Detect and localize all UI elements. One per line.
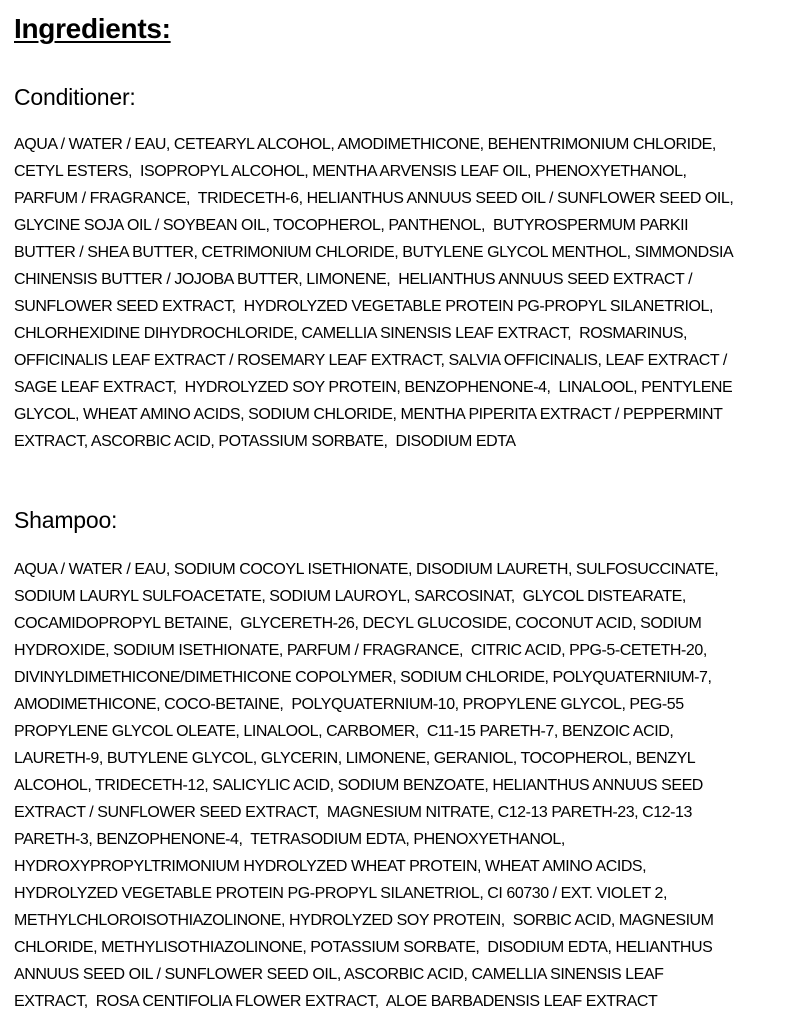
ingredient-line: PARETH-3, BENZOPHENONE-4, TETRASODIUM EDTA, PHENOXYETHANOL, bbox=[14, 830, 565, 848]
shampoo-ingredient-list bbox=[14, 556, 783, 1015]
ingredient-line: HYDROLYZED VEGETABLE PROTEIN PG-PROPYL SILANETRIOL, CI 60730 / EXT. VIOLET 2, bbox=[14, 884, 667, 902]
ingredient-line: ALCOHOL, TRIDECETH-12, SALICYLIC ACID, SODIUM BENZOATE, HELIANTHUS ANNUUS SEED bbox=[14, 776, 703, 794]
ingredient-line: GLYCOL, WHEAT AMINO ACIDS, SODIUM CHLORIDE, MENTHA PIPERITA EXTRACT / PEPPERMINT bbox=[14, 406, 723, 424]
ingredient-line: METHYLCHLOROISOTHIAZOLINONE, HYDROLYZED SOY PROTEIN, SORBIC ACID, MAGNESIUM bbox=[14, 911, 714, 929]
ingredient-line: CHLORIDE, METHYLISOTHIAZOLINONE, POTASSIUM SORBATE, DISODIUM EDTA, HELIANTHUS bbox=[14, 938, 713, 956]
ingredient-line: SUNFLOWER SEED EXTRACT, HYDROLYZED VEGETABLE PROTEIN PG-PROPYL SILANETRIOL, bbox=[14, 298, 713, 316]
section-conditioner bbox=[14, 84, 783, 456]
ingredient-line: AQUA / WATER / EAU, SODIUM COCOYL ISETHIONATE, DISODIUM LAURETH, SULFOSUCCINATE, bbox=[14, 560, 719, 578]
ingredient-line: HYDROXIDE, SODIUM ISETHIONATE, PARFUM / FRAGRANCE, CITRIC ACID, PPG-5-CETETH-20, bbox=[14, 641, 707, 659]
ingredient-line: EXTRACT / SUNFLOWER SEED EXTRACT, MAGNESIUM NITRATE, C12-13 PARETH-23, C12-13 bbox=[14, 803, 692, 821]
ingredient-line: PARFUM / FRAGRANCE, TRIDECETH-6, HELIANTHUS ANNUUS SEED OIL / SUNFLOWER SEED OIL, bbox=[14, 190, 734, 208]
ingredient-line: EXTRACT, ROSA CENTIFOLIA FLOWER EXTRACT, ALOE BARBADENSIS LEAF EXTRACT bbox=[14, 992, 658, 1010]
ingredient-line: DIVINYLDIMETHICONE/DIMETHICONE COPOLYMER, SODIUM CHLORIDE, POLYQUATERNIUM-7, bbox=[14, 668, 712, 686]
ingredient-line: COCAMIDOPROPYL BETAINE, GLYCERETH-26, DECYL GLUCOSIDE, COCONUT ACID, SODIUM bbox=[14, 614, 702, 632]
ingredient-line: CETYL ESTERS, ISOPROPYL ALCOHOL, MENTHA ARVENSIS LEAF OIL, PHENOXYETHANOL, bbox=[14, 163, 687, 181]
shampoo-heading: Shampoo: bbox=[14, 507, 118, 534]
ingredient-line: CHLORHEXIDINE DIHYDROCHLORIDE, CAMELLIA SINENSIS LEAF EXTRACT, ROSMARINUS, bbox=[14, 325, 688, 343]
conditioner-ingredient-list bbox=[14, 131, 783, 455]
ingredient-line: GLYCINE SOJA OIL / SOYBEAN OIL, TOCOPHEROL, PANTHENOL, BUTYROSPERMUM PARKII bbox=[14, 217, 689, 235]
ingredient-line: SAGE LEAF EXTRACT, HYDROLYZED SOY PROTEIN, BENZOPHENONE-4, LINALOOL, PENTYLENE bbox=[14, 379, 733, 397]
page-title: Ingredients: bbox=[14, 13, 171, 44]
ingredient-line: AQUA / WATER / EAU, CETEARYL ALCOHOL, AMODIMETHICONE, BEHENTRIMONIUM CHLORIDE, bbox=[14, 136, 716, 154]
conditioner-heading: Conditioner: bbox=[14, 83, 136, 110]
ingredient-line: HYDROXYPROPYLTRIMONIUM HYDROLYZED WHEAT PROTEIN, WHEAT AMINO ACIDS, bbox=[14, 857, 647, 875]
section-shampoo bbox=[14, 507, 783, 1015]
ingredient-line: PROPYLENE GLYCOL OLEATE, LINALOOL, CARBOMER, C11-15 PARETH-7, BENZOIC ACID, bbox=[14, 722, 674, 740]
ingredient-line: CHINENSIS BUTTER / JOJOBA BUTTER, LIMONENE, HELIANTHUS ANNUUS SEED EXTRACT / bbox=[14, 271, 693, 289]
ingredient-line: BUTTER / SHEA BUTTER, CETRIMONIUM CHLORIDE, BUTYLENE GLYCOL MENTHOL, SIMMONDSIA bbox=[14, 244, 734, 262]
ingredient-line: LAURETH-9, BUTYLENE GLYCOL, GLYCERIN, LIMONENE, GERANIOL, TOCOPHEROL, BENZYL bbox=[14, 749, 696, 767]
ingredient-line: AMODIMETHICONE, COCO-BETAINE, POLYQUATERNIUM-10, PROPYLENE GLYCOL, PEG-55 bbox=[14, 695, 684, 713]
ingredient-line: OFFICINALIS LEAF EXTRACT / ROSEMARY LEAF EXTRACT, SALVIA OFFICINALIS, LEAF EXTRACT / bbox=[14, 352, 727, 370]
ingredient-line: SODIUM LAURYL SULFOACETATE, SODIUM LAUROYL, SARCOSINAT, GLYCOL DISTEARATE, bbox=[14, 587, 686, 605]
ingredient-line: ANNUUS SEED OIL / SUNFLOWER SEED OIL, ASCORBIC ACID, CAMELLIA SINENSIS LEAF bbox=[14, 965, 664, 983]
ingredient-line: EXTRACT, ASCORBIC ACID, POTASSIUM SORBATE, DISODIUM EDTA bbox=[14, 433, 516, 451]
